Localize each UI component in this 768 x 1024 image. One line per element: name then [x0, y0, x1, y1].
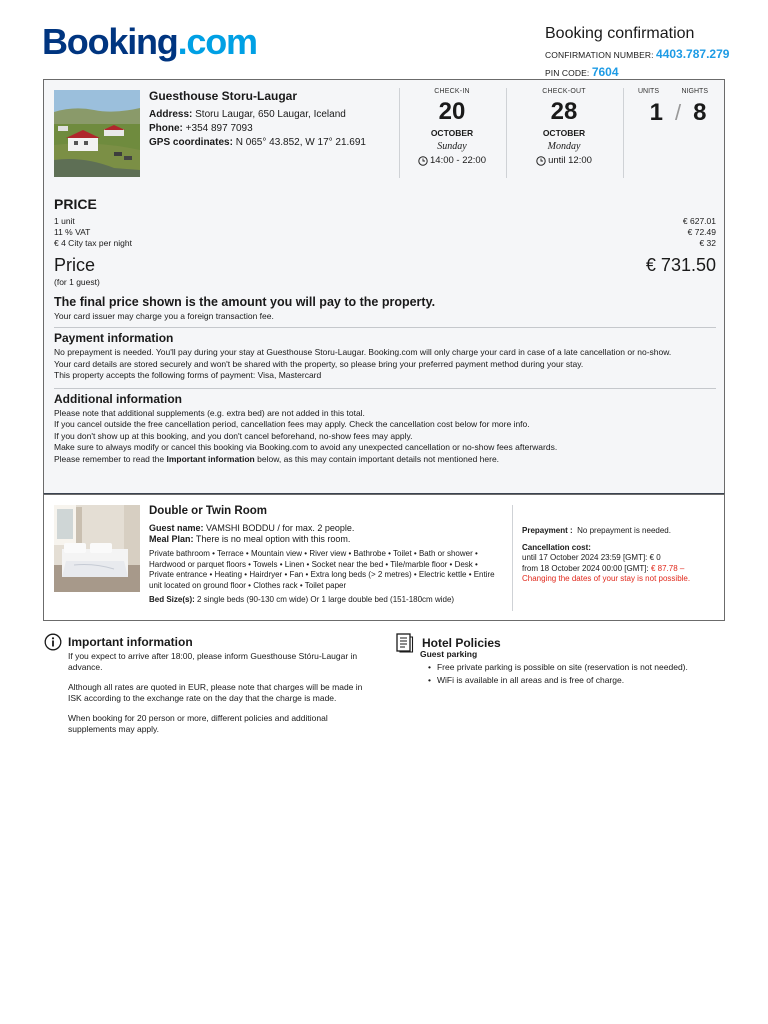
document-icon	[396, 633, 414, 653]
hotel-info	[149, 89, 366, 150]
cancellation-line: until 17 October 2024 23:59 [GMT]: € 0	[522, 553, 661, 562]
guest-count: (for 1 guest)	[54, 277, 100, 287]
final-price-note: The final price shown is the amount you will pay to the property.	[54, 295, 436, 309]
checkin-label: CHECK-IN	[434, 88, 470, 95]
cancellation-line: from 18 October 2024 00:00 [GMT]: € 87.78 –	[522, 563, 685, 573]
pin-code: 7604	[591, 65, 619, 79]
hotel-gps: GPS coordinates: N 065° 43.852, W 17° 21.691	[149, 137, 366, 148]
meal-plan: Meal Plan: There is no meal option with this room.	[149, 534, 351, 544]
checkin-block	[400, 88, 504, 166]
important-info-link-text: Important information	[166, 453, 255, 464]
checkout-time: until 12:00	[512, 155, 616, 166]
checkin-time: 14:00 - 22:00	[400, 155, 504, 166]
confirmation-number-row: CONFIRMATION NUMBER: 4403.787.279	[545, 47, 730, 61]
units-nights-block	[633, 88, 723, 127]
checkin-weekday: Sunday	[437, 141, 467, 152]
price-line: € 4 City tax per night € 32	[54, 238, 716, 248]
checkin-month: OCTOBER	[430, 128, 474, 138]
nights-count: 8	[693, 99, 707, 126]
payment-body: No prepayment is needed. You'll pay during your stay at Guesthouse Storu-Laugar. Booking.com will only charge your card in case of a late cancellation or no-show. Your card details are stored securely and won't be shared with the property, so please bring your preferred payment method during your stay. This property accepts the following forms of payment: Visa, Mastercard	[54, 347, 672, 380]
price-line: 11 % VAT € 72.49	[54, 227, 716, 237]
bed-sizes: Bed Size(s): 2 single beds (90-130 cm wide) Or 1 large double bed (151-180cm wide)	[149, 595, 455, 604]
divider	[506, 88, 507, 178]
date-change-note: Changing the dates of your stay is not possible.	[522, 574, 691, 583]
confirmation-block	[545, 25, 729, 79]
pin-code-row: PIN CODE: 7604	[545, 65, 619, 79]
slash-separator: /	[674, 100, 682, 125]
room-facilities: Private bathroom • Terrace • Mountain view • River view • Bathrobe • Toilet • Bath or shower • Hardwood or parquet floors • Towels • Linen • Socket near the bed • Tile/marble floor • Desk • Private entrance • Heating • Hairdryer • Fan • Extra long beds (> 2 metres) • Electric kettle • Entire unit located on ground floor • Clothes rack • Toilet paper	[149, 549, 495, 590]
policies-list	[436, 661, 726, 687]
checkout-block	[512, 88, 616, 166]
price-heading: PRICE	[54, 196, 97, 212]
policies-heading: Hotel Policies	[422, 636, 501, 650]
additional-body: Please note that additional supplements (e.g. extra bed) are not added in this total. If you cancel outside the free cancellation period, cancellation fees may apply. Check the cancellation cost below for more info. If you don't show up at this booking, and you don't cancel beforehand, no-show fees may apply. Make sure to always modify or cancel this booking via Booking.com to avoid any unexpected cancellation or no-show fees afterwards. Please remember to read the Important information below, as this may contain important details not mentioned here.	[54, 407, 558, 464]
list-item: • Free private parking is possible on site (reservation is not needed).	[440, 661, 726, 674]
price-line: 1 unit € 627.01	[54, 216, 716, 226]
confirmation-number: 4403.787.279	[656, 47, 730, 61]
checkout-day: 28	[550, 98, 578, 125]
room-name: Double or Twin Room	[149, 505, 267, 517]
room-info	[149, 505, 504, 604]
guest-parking-heading: Guest parking	[420, 649, 478, 659]
foreign-fee-note: Your card issuer may charge you a foreign transaction fee.	[54, 311, 274, 321]
cancellation-label: Cancellation cost:	[522, 542, 591, 552]
clock-icon	[418, 156, 428, 166]
hotel-phone: Phone: +354 897 7093	[149, 123, 253, 134]
hotel-photo	[54, 90, 140, 177]
checkout-weekday: Monday	[547, 141, 581, 152]
divider	[512, 505, 513, 611]
list-item: • WiFi is available in all areas and is free of charge.	[440, 674, 726, 687]
checkin-day: 20	[438, 98, 466, 125]
price-total: Price € 731.50	[54, 255, 716, 275]
guest-name: Guest name: VAMSHI BODDU / for max. 2 people.	[149, 523, 355, 533]
important-information	[44, 633, 374, 744]
hotel-policies	[396, 633, 726, 687]
checkout-month: OCTOBER	[542, 128, 586, 138]
important-body: If you expect to arrive after 18:00, please inform Guesthouse Stóru-Laugar in advance. Although all rates are quoted in EUR, please note that charges will be made in ISK according to the exchange rate on the day that the charge is made. When booking for 20 person or more, different policies and additional supplements may apply.	[68, 651, 363, 734]
price-lines	[54, 216, 716, 249]
booking-logo: Booking.com	[42, 21, 257, 62]
additional-heading: Additional information	[54, 391, 182, 406]
total-amount: € 731.50	[645, 255, 716, 275]
price-section	[54, 196, 716, 465]
room-photo	[54, 505, 140, 592]
info-icon	[44, 633, 62, 651]
booking-summary-box	[43, 79, 725, 495]
room-policy	[522, 526, 722, 585]
divider	[54, 327, 716, 328]
payment-heading: Payment information	[54, 331, 174, 345]
clock-icon	[536, 156, 546, 166]
checkout-label: CHECK-OUT	[542, 88, 586, 95]
divider	[54, 388, 716, 389]
page-title: Booking confirmation	[545, 25, 695, 42]
hotel-address: Address: Storu Laugar, 650 Laugar, Iceland	[149, 109, 346, 120]
units-count: 1	[649, 99, 663, 126]
hotel-name: Guesthouse Storu-Laugar	[149, 89, 298, 103]
units-label: UNITS	[638, 88, 659, 95]
nights-label: NIGHTS	[681, 88, 708, 95]
prepayment: Prepayment : No prepayment is needed.	[522, 526, 671, 535]
important-heading: Important information	[68, 635, 193, 649]
divider	[623, 88, 624, 178]
room-box	[43, 494, 725, 621]
